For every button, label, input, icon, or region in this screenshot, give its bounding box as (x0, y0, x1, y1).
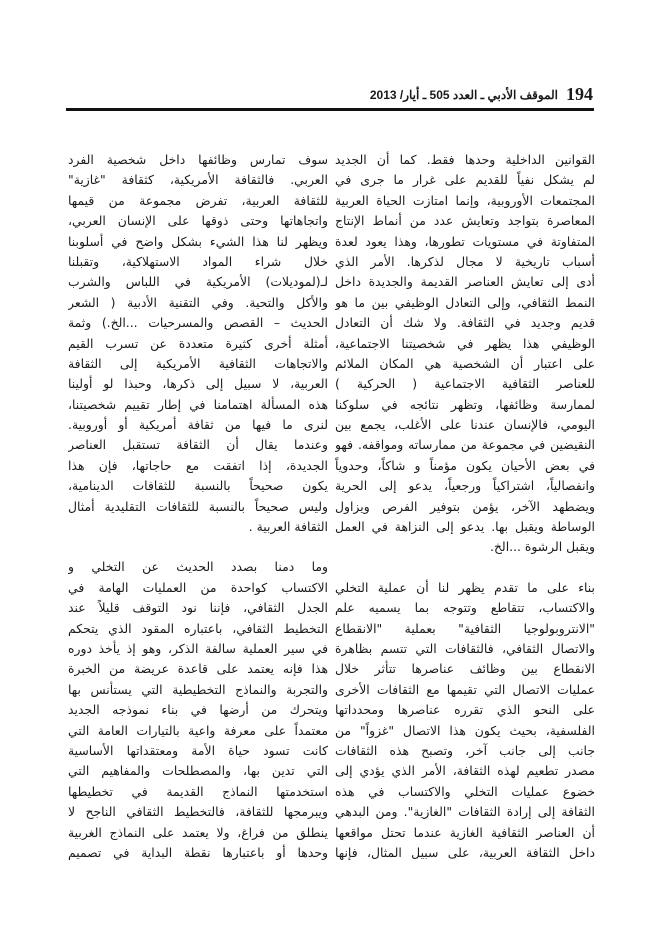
text-line: اليومي، فالإنسان عندنا على الأغلب، يجمع بين (335, 417, 595, 433)
text-line: يكون صحيحاً بالنسبة للثقافات الدينامية، (68, 478, 328, 494)
text-line: كانت تسود حياة الأمة ومعتقداتها الأساسية (68, 742, 328, 758)
text-line: ويضطهد الآخر، يؤمن بتوفير الفرص ويزاول (335, 498, 595, 514)
text-line: القوانين الداخلية وحدها فقط. كما أن الجديد (335, 152, 595, 167)
text-line: خلال شراء المواد الاستهلاكية، وتقبلنا (68, 253, 328, 269)
text-line: الجدل الثقافي، فإننا نود التوقف قليلاً عند (68, 600, 328, 616)
text-line: جانب إلى جانب آخر، وتصبح هذه الثقافات (335, 742, 595, 758)
text-line: أن العناصر الثقافية الغازية عندما تحتل مواقعها (335, 824, 595, 840)
text-line: التي تدين بها، والمصطلحات والمفاهيم التي (68, 763, 328, 779)
text-line: ويظهر لنا هذا الشيء بشكل واضح في أسلوبنا (68, 233, 328, 249)
left-paragraph-1 (68, 150, 328, 537)
text-line: والاتصال الثقافي، فالثقافات التي تتسم بظاهرة (335, 640, 595, 656)
text-line: لـ(لموديلات) الأمريكية في اللباس والشرب (68, 274, 328, 290)
text-line: للعناصر الثقافية الاجتماعية ( الحركية ) (335, 376, 595, 392)
text-line: في سير العملية سالفة الذكر، وهو إذ يأخذ دوره (68, 640, 328, 656)
text-line: التخطيط الثقافي، باعتباره المقود الذي يتحكم (68, 620, 328, 636)
text-line: وليس صحيحاً بالنسبة للثقافات التقليدية أمثال (68, 498, 328, 514)
text-line: وحدها أو باعتبارها نقطة البداية في تصميم (68, 844, 328, 860)
text-line: سوف تمارس وظائفها داخل شخصية الفرد (68, 152, 328, 167)
text-line: الانقطاع بين وظائف عناصرها تتأثر خلال (335, 661, 595, 677)
text-line: في بعض الأحيان يكون مؤمناً و شاكاً، وحدوياً (335, 457, 595, 473)
left-paragraph-2 (68, 557, 328, 863)
text-line: هذه المسألة اهتمامنا في إطار تقييم شخصيتنا، (68, 396, 328, 412)
text-line: والاكتساب، تتقاطع وتتوجه بما يسميه علم (335, 600, 595, 616)
paragraph-gap (335, 558, 595, 578)
text-line: استخدمتها النماذج القديمة في تخطيطها (68, 783, 328, 799)
text-line: المعاصرة بتواجد وتعايش عدد من أنماط الإنتاج (335, 213, 595, 229)
right-paragraph-2 (335, 578, 595, 863)
text-line: الثقافة العربية . (248, 519, 328, 535)
text-line: والأكل والتحية. وفي التقنية الأدبية ( الشعر (68, 294, 328, 310)
text-line: لم يشكل نفياً للقديم على غرار ما جرى في (335, 172, 595, 188)
text-line: الثقافة إلى إرادة الثقافات "الغازية". ومن البدهي (335, 804, 595, 820)
header-rule (66, 108, 594, 111)
text-line: على اعتبار أن الشخصية هي المكان الملائم (335, 355, 595, 371)
text-line: "الانتروبولوجيا الثقافية" بعملية "الانقطاع (335, 620, 595, 636)
text-line: والتجربة والنماذج التخطيطية التي يستأنس بها (68, 681, 328, 697)
text-line: أدى إلى تعايش العناصر القديمة والجديدة داخل (335, 274, 595, 290)
text-line: ويبرمجها للثقافة، فالتخطيط الثقافي الناجح لا (68, 804, 328, 820)
text-line: قديم وجديد في الثقافة. ولا شك أن التعادل (335, 315, 595, 331)
text-line: وعندما يقال أن الثقافة تستقبل العناصر (68, 437, 328, 453)
text-line: معتمداً على معرفة واعية بالتيارات العامة التي (68, 722, 328, 738)
text-line: عمليات الاتصال التي تقيمها مع الثقافات الأخرى (335, 681, 595, 697)
text-line: والاتجاهات الثقافية الأمريكية إلى الثقافة (68, 355, 328, 371)
page-number: 194 (566, 84, 593, 104)
text-line: المجتمعات الأوروبية، وإنما امتازت الحياة العربية (335, 192, 595, 208)
text-line: المتفاوتة في مستويات تطورها، وهذا يعود لعدة (335, 233, 595, 249)
right-column (335, 150, 595, 863)
right-paragraph-1 (335, 150, 595, 558)
text-line: ويقبل الرشوة ...الخ. (490, 539, 595, 555)
text-line: الجديدة، إذا اتفقت مع حاجاتها، فإن هذا (68, 457, 328, 473)
text-line: الوساطة ويقبل بها. يدعو إلى النزاهة في العمل (335, 519, 595, 535)
text-line: العربية، لا سبيل إلى ذكرها، وحبذا لو أولينا (68, 376, 328, 392)
text-line: أسباب تاريخية لا مجال لذكرها. الأمر الذي (335, 253, 595, 269)
text-line: وانفصالياً، اشتراكياً ورجعياً، يدعو إلى الحرية (335, 478, 595, 494)
text-line: الوظيفي هذا يظهر في شخصيتنا الاجتماعية، (335, 335, 595, 351)
text-line: الحديث – القصص والمسرحيات ...الخ.) وثمة (68, 315, 328, 331)
running-header: الموقف الأدبي ـ العدد 505 ـ أيار/ 2013 (369, 88, 558, 102)
text-line: ينطلق من فراغ، ولا يعتمد على النماذج الغربية (68, 824, 328, 840)
text-line: ويتحرك من أرضها في بناء نموذجه الجديد (68, 702, 328, 718)
text-line: بناء على ما تقدم يظهر لنا أن عملية التخلي (335, 579, 595, 595)
text-line: للثقافة العربية، تفرض مجموعة من قيمها (68, 192, 328, 208)
text-line: مصدر تطعيم لهذه الثقافة، الأمر الذي يؤدي إلى (335, 763, 595, 779)
paragraph-gap (68, 537, 328, 557)
text-line: على النحو الذي تقرره عناصرها ومحدداتها (335, 702, 595, 718)
text-line: النمط الثقافي، وإلى التعادل الوظيفي بين ما هو (335, 294, 595, 310)
text-line: الاكتساب كواحدة من العمليات الهامة في (68, 579, 328, 595)
text-line: النقيضين في مجموعة من ممارساته ومواقفه. فهو (335, 437, 595, 453)
text-line: العربي. فالثقافة الأمريكية، كثقافة "غازية" (68, 172, 328, 188)
text-line: خضوع عمليات التخلي والاكتساب في هذه (335, 783, 595, 799)
text-line: هذا فإنه يعتمد على قاعدة عريضة من الخبرة (68, 661, 328, 677)
text-line: أمثلة أخرى كثيرة متعددة عن تسرب القيم (68, 335, 328, 351)
text-line: واتجاهاتها وحتى ذوقها على الإنسان العربي، (68, 213, 328, 229)
left-column (68, 150, 328, 863)
text-line: لممارسة وظائفها، وتظهر نتائجه في سلوكنا (335, 396, 595, 412)
text-line: داخل الثقافة العربية، على سبيل المثال، فإنها (335, 844, 595, 860)
text-line: لنرى ما فيها من ثقافة أمريكية أو أوروبية. (68, 417, 328, 433)
text-line: الفلسفية، بحيث يكون هذا الاتصال "غزواً" من (335, 722, 595, 738)
text-line: وما دمنا بصدد الحديث عن التخلي و (68, 559, 328, 575)
